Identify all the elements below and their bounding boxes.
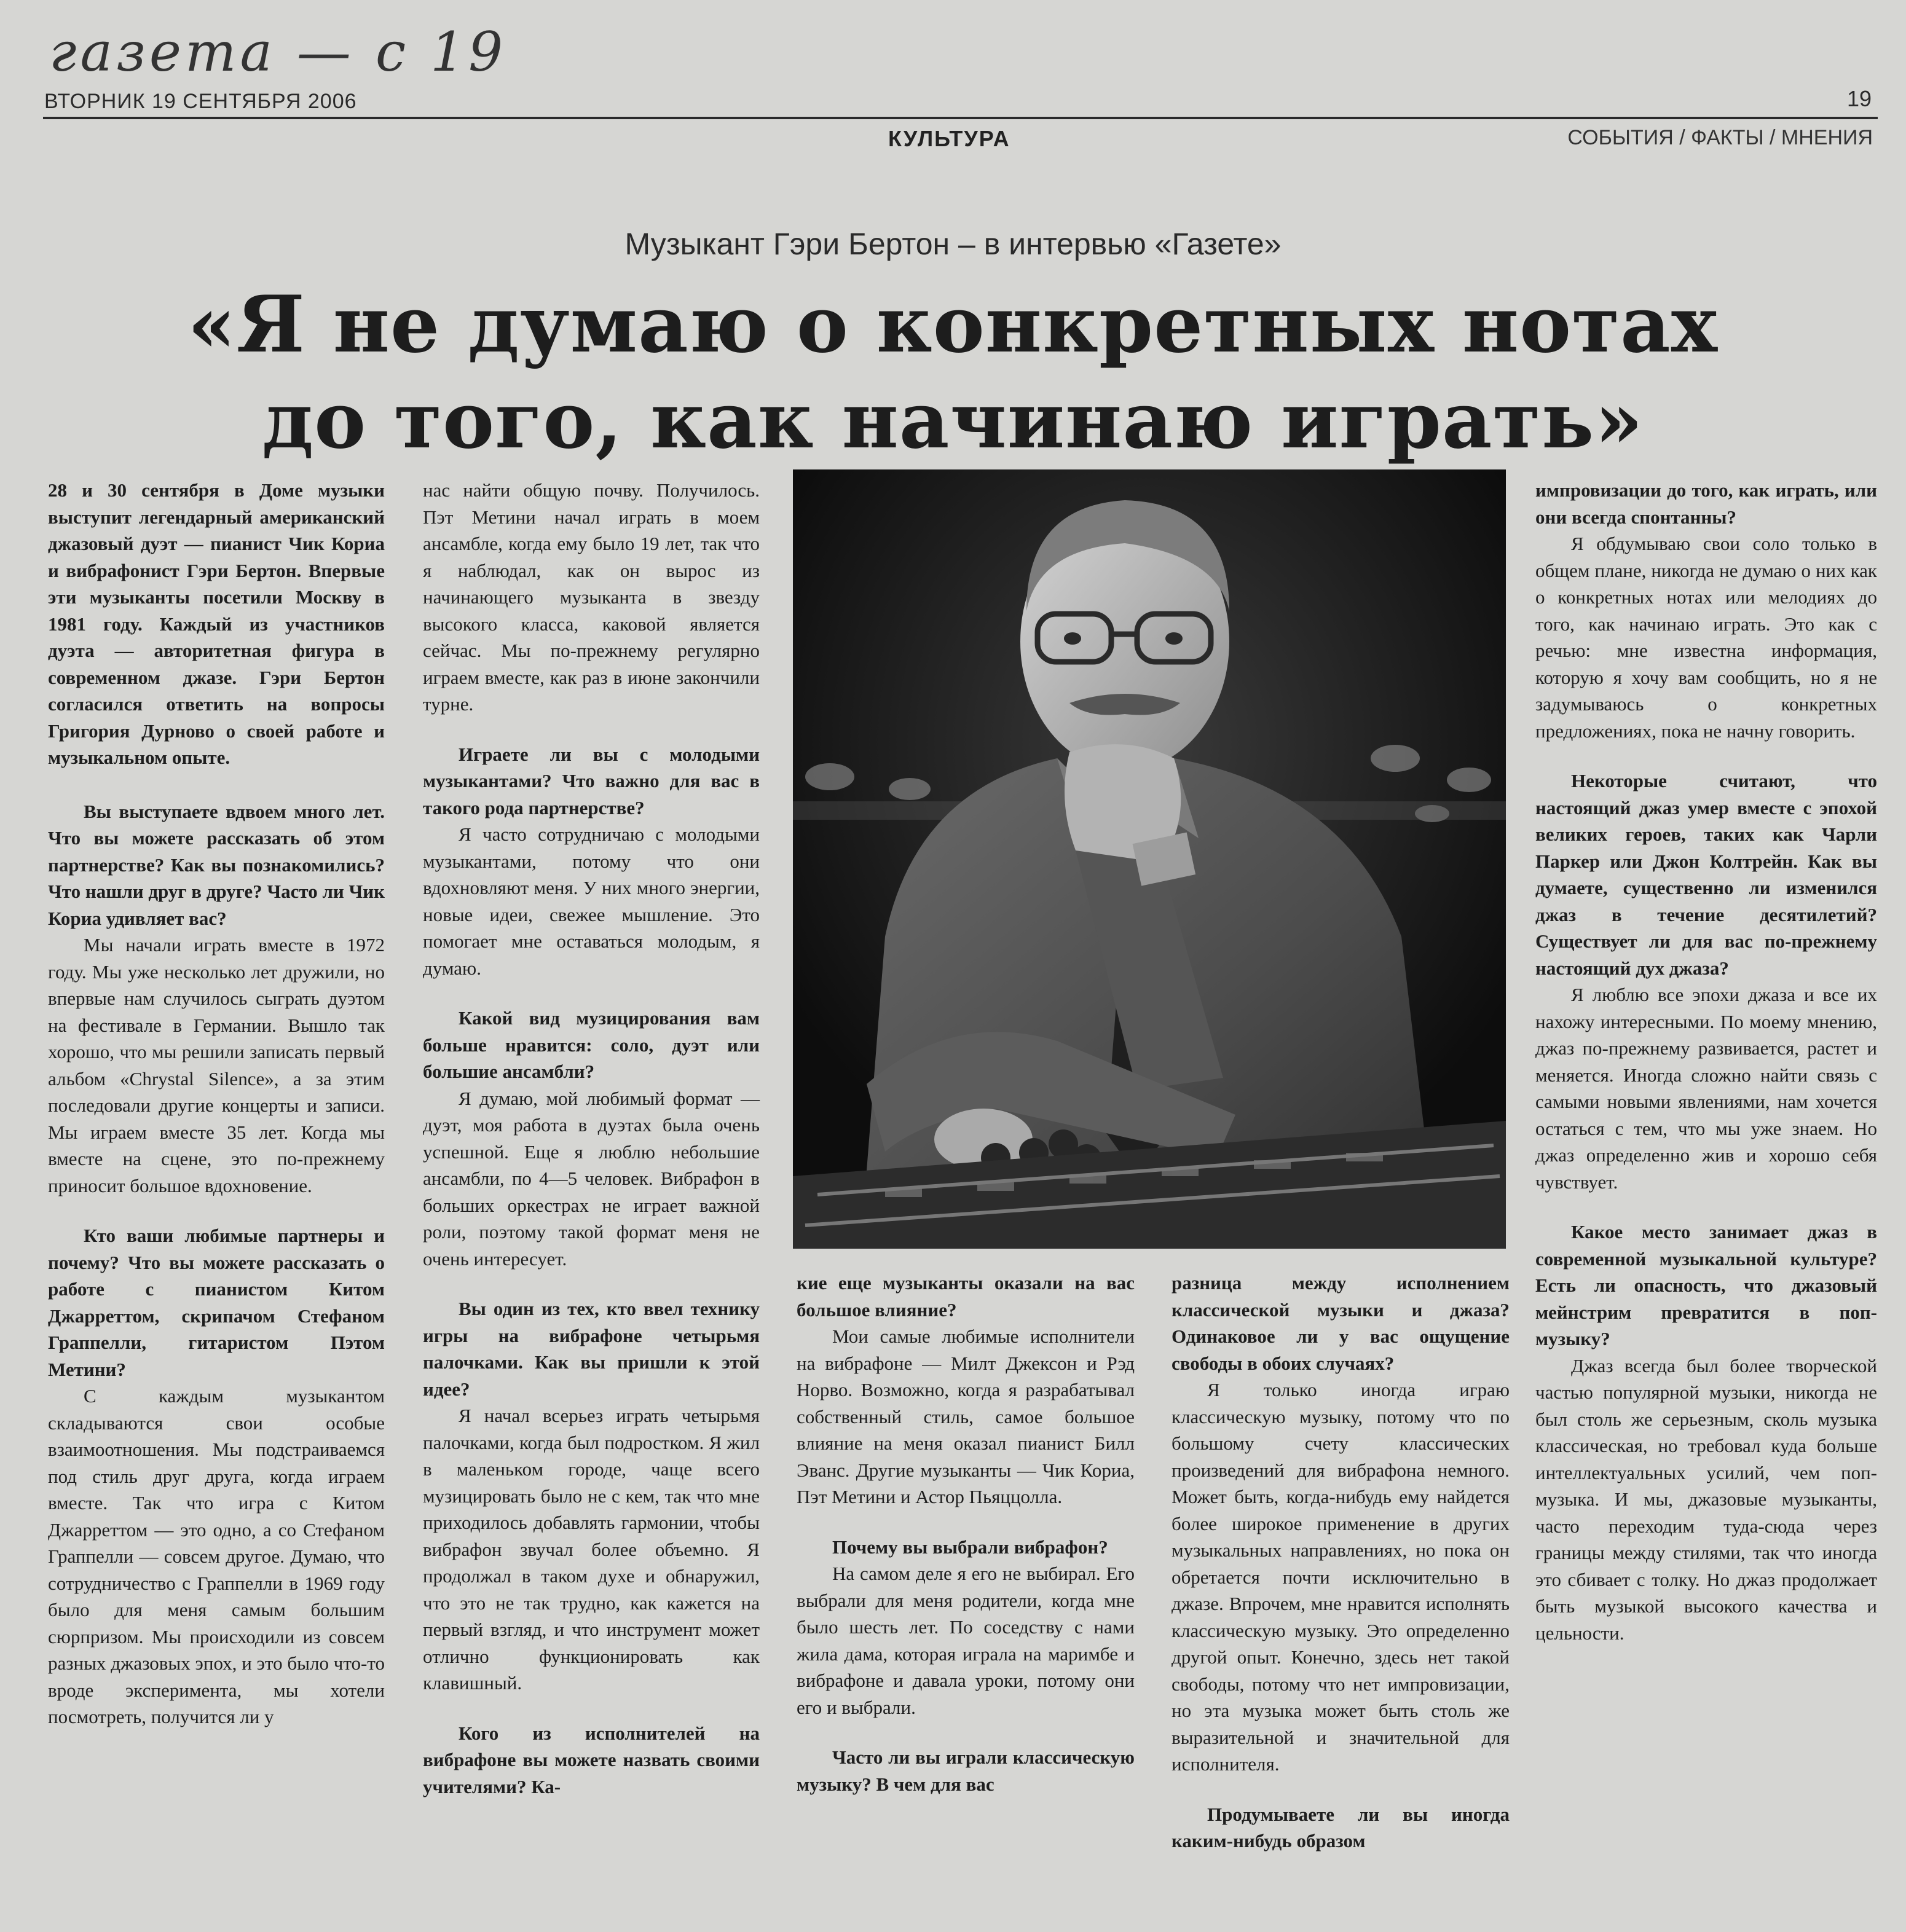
- masthead-rule: [43, 117, 1878, 119]
- page-number: 19: [1846, 86, 1872, 111]
- interview-answer: С каждым музыкантом складываются свои особые взаимоотношения. Мы подстраиваемся под стиль друг друга, когда играем вместе. Так что игра с Китом Джарреттом — это одно, а со Стефаном Граппелли — совсем другое. Думаю, что сотрудничество с Граппелли в 1969 году было для меня самым большим сюрпризом. Мы происходили из совсем разных джазовых эпох, и это было что-то вроде эксперимента, мы хотели посмотреть, получится ли у: [48, 1385, 385, 1727]
- interview-question: Некоторые считают, что настоящий джаз умер вместе с эпохой великих героев, таких как Чарли Паркер или Джон Колтрейн. Как вы думаете, существенно ли изменился джаз в течение десятилетий? Существует ли для вас по-прежнему настоящий дух джаза?: [1535, 770, 1877, 979]
- article-lead: 28 и 30 сентября в Доме музыки выступит легендарный американский джазовый дуэт — пианист Чик Кориа и вибрафонист Гэри Бертон. Впервые эти музыканты посетили Москву в 1981 году. Каждый из участников дуэта — авторитетная фигура в современном джазе. Гэри Бертон согласился ответить на вопросы Григория Дурново о своей работе и музыкальном опыте.: [48, 479, 385, 768]
- interview-question: импровизации до того, как играть, или они всегда спонтанны?: [1535, 479, 1877, 528]
- interview-answer: Я только иногда играю классическую музыку, потому что по большому счету классических произведений для вибрафона немного. Может быть, когда-нибудь ему найдется более широкое применение в других музыкальных направлениях, но пока он обретается почти исключительно в джазе. Впрочем, мне нравится исполнять классическую музыку. Это определенно другой опыт. Конечно, здесь нет такой свободы, потому что нет импровизации, но эта музыка может быть столь же выразительной и значительной для исполнителя.: [1172, 1379, 1510, 1775]
- interview-answer: Я люблю все эпохи джаза и все их нахожу интересными. По моему мнению, джаз по-прежнему развивается, растет и меняется. Иногда сложно найти связь с самыми новыми явлениями, нам хочется остаться с тем, что мы уже знаем. Но джаз определенно жив и хорошо себя чувствует.: [1535, 984, 1877, 1193]
- interview-question: Кто ваши любимые партнеры и почему? Что вы можете рассказать о работе с пианистом Китом Джарреттом, скрипачом Стефаном Граппелли, гитаристом Пэтом Метини?: [48, 1225, 385, 1380]
- article-column-2: [423, 477, 760, 1800]
- interview-answer: Мы начали играть вместе в 1972 году. Мы уже несколько лет дружили, но впервые нам случилось сыграть дуэтом на фестивале в Германии. Вышло так хорошо, что мы решили записать первый альбом «Chrystal Silence», а за этим последовали другие концерты и записи. Мы играем вместе 35 лет. Когда мы вместе на сцене, это по-прежнему приносит большое вдохновение.: [48, 934, 385, 1196]
- interview-answer: На самом деле я его не выбирал. Его выбрали для меня родители, когда мне было шесть лет. По соседству с нами жила дама, которая играла на маримбе и вибрафоне и давала уроки, потому они его и выбрали.: [797, 1563, 1135, 1718]
- interview-answer: Мои самые любимые исполнители на вибрафоне — Милт Джексон и Рэд Норво. Возможно, когда я разрабатывал собственный стиль, самое большое влияние на меня оказал пианист Билл Эванс. Другие музыканты — Чик Кориа, Пэт Метини и Астор Пьяццолла.: [797, 1325, 1135, 1507]
- interview-question: Какой вид музицирования вам больше нравится: соло, дуэт или большие ансамбли?: [423, 1007, 760, 1082]
- interview-question: Почему вы выбрали вибрафон?: [832, 1536, 1108, 1558]
- interview-question: Играете ли вы с молодыми музыкантами? Что важно для вас в такого рода партнерстве?: [423, 743, 760, 819]
- portrait-illustration: [793, 469, 1506, 1249]
- interview-answer: Я начал всерьез играть четырьмя палочками, когда был подростком. Я жил в маленьком городе, чаще всего музицировать было не с кем, так что мне приходилось добавлять гармонии, чтобы вибрафон звучал более объемно. Я продолжал в таком духе и обнаружил, что это не так трудно, как кажется на первый взгляд, и что инструмент может отлично функционировать как клавишный.: [423, 1405, 760, 1694]
- interview-question: разница между исполнением классической музыки и джаза? Одинаковое ли у вас ощущение свободы в обоих случаях?: [1172, 1272, 1510, 1374]
- article-column-3: [797, 1270, 1135, 1797]
- interview-answer: Я часто сотрудничаю с молодыми музыкантами, потому что они вдохновляют меня. У них много энергии, новые идеи, свежее мышление. Это помогает мне оставаться молодым, я думаю.: [423, 823, 760, 979]
- interview-question: Какое место занимает джаз в современной музыкальной культуре? Есть ли опасность, что джазовый мейнстрим превратится в поп-музыку?: [1535, 1221, 1877, 1349]
- issue-date: ВТОРНИК 19 СЕНТЯБРЯ 2006: [44, 90, 357, 113]
- interview-answer: Я думаю, мой любимый формат — дуэт, моя работа в дуэтах была очень успешной. Еще я люблю небольшие ансамбли, по 4—5 человек. Вибрафон в больших оркестрах не играет важной роли, поэтому такой формат меня не очень интересует.: [423, 1087, 760, 1270]
- article-headline: [92, 277, 1813, 468]
- interview-question: Кого из исполнителей на вибрафоне вы можете назвать своими учителями? Ка-: [423, 1722, 760, 1797]
- interview-question: Вы выступаете вдвоем много лет. Что вы можете рассказать об этом партнерстве? Как вы познакомились? Что нашли друг в друге? Часто ли Чик Кориа удивляет вас?: [48, 800, 385, 929]
- handwritten-note: газета — с 19: [49, 20, 507, 84]
- article-kicker: Музыкант Гэри Бертон – в интервью «Газете»: [624, 227, 1282, 261]
- interview-question: Часто ли вы играли классическую музыку? В чем для вас: [797, 1746, 1135, 1795]
- headline-line-2: до того, как начинаю играть»: [262, 375, 1644, 466]
- article-column-5: [1535, 477, 1877, 1646]
- interview-question: кие еще музыканты оказали на вас большое влияние?: [797, 1272, 1135, 1321]
- headline-line-1: «Я не думаю о конкретных нотах: [187, 279, 1718, 370]
- interview-answer: Джаз всегда был более творческой частью популярной музыки, никогда не был столь же серьезным, сколь музыка классическая, но требовал куда больше интеллектуальных усилий, чем поп-музыка. И мы, джазовые музыканты, часто переходим туда-сюда через границы между стилями, так что иногда это сбивает с толку. Но джаз продолжает быть музыкой высокого качества и цельности.: [1535, 1354, 1877, 1644]
- article-column-4: [1172, 1270, 1510, 1855]
- interview-answer: нас найти общую почву. Получилось. Пэт Метини начал играть в моем ансамбле, когда ему было 19 лет, так что я наблюдал, как он вырос из начинающего музыканта в звезду высокого класса, каковой является сейчас. Мы по-прежнему регулярно играем вместе, как раз в июне закончили турне.: [423, 479, 760, 715]
- interview-question: Продумываете ли вы иногда каким-нибудь образом: [1172, 1803, 1510, 1852]
- section-rubric: СОБЫТИЯ / ФАКТЫ / МНЕНИЯ: [1567, 126, 1873, 149]
- article-column-1: [48, 477, 385, 1730]
- section-title: КУЛЬТУРА: [888, 126, 1010, 151]
- interview-question: Вы один из тех, кто ввел технику игры на вибрафоне четырьмя палочками. Как вы пришли к этой идее?: [423, 1298, 760, 1400]
- interview-answer: Я обдумываю свои соло только в общем плане, никогда не думаю о них как о конкретных нотах или мелодиях до того, как начинаю играть. Это как с речью: мне известна информация, которую я хочу вам сообщить, но я не задумываюсь о конкретных предложениях, пока не начну говорить.: [1535, 533, 1877, 742]
- portrait-photo: [793, 469, 1506, 1249]
